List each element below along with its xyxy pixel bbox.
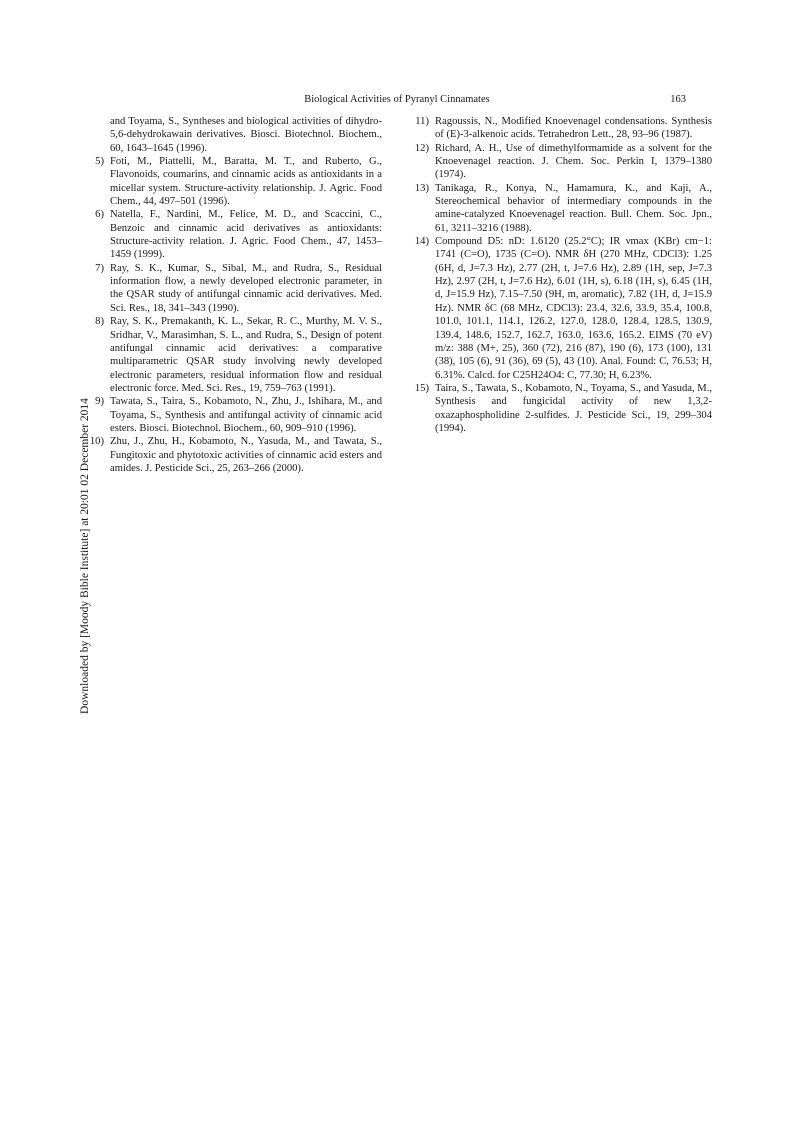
reference-number: 11) xyxy=(415,116,429,127)
reference-14 xyxy=(409,235,712,382)
reference-15 xyxy=(409,382,712,435)
reference-text: Tawata, S., Taira, S., Kobamoto, N., Zhu, J., Ishihara, M., and Toyama, S., Synthesis and antifungal activity of cinnamic acid esters. Biosci. Biotechnol. Biochem., 60, 909–910 (1996). xyxy=(110,396,382,434)
reference-text: Taira, S., Tawata, S., Kobamoto, N., Toyama, S., and Yasuda, M., Synthesis and fungicidal activity of new 1,3,2-oxazaphospholidine 2-sulfides. J. Pesticide Sci., 19, 299–304 (1994). xyxy=(435,382,712,434)
reference-number: 14) xyxy=(414,236,429,248)
reference-text: Richard, A. H., Use of dimethylformamide as a solvent for the Knoevenagel reaction. J. Chem. Soc. Perkin I, 1379–1380 (1974). xyxy=(435,142,712,181)
page-number: 163 xyxy=(670,94,686,105)
reference-10 xyxy=(84,435,382,475)
running-header xyxy=(108,94,686,108)
reference-text: Tanikaga, R., Konya, N., Hamamura, K., and Kaji, A., Stereochemical behavior of intermediary compounds in the amine-catalyzed Knoevenagel reaction. Bull. Chem. Soc. Jpn., 61, 3211–3216 (1988). xyxy=(435,182,712,234)
reference-6 xyxy=(84,208,382,261)
references-right-column xyxy=(409,115,712,435)
reference-number: 12) xyxy=(414,142,429,154)
reference-number: 15) xyxy=(414,382,429,394)
running-title: Biological Activities of Pyranyl Cinnamates xyxy=(304,94,490,105)
reference-11 xyxy=(409,115,712,142)
reference-number: 9) xyxy=(95,396,104,408)
reference-text: and Toyama, S., Syntheses and biological activities of dihydro-5,6-dehydrokawain derivatives. Biosci. Biotechnol. Biochem., 60, 1643–1645 (1996). xyxy=(110,116,382,154)
reference-number: 8) xyxy=(95,316,104,328)
reference-text: Foti, M., Piattelli, M., Baratta, M. T., and Ruberto, G., Flavonoids, coumarins, and cinnamic acids as antioxidants in a micellar system. Structure-activity relationship. J. Agric. Food Chem., 44, 497–501 (1996). xyxy=(110,156,382,208)
reference-number: 13) xyxy=(414,182,429,194)
reference-5 xyxy=(84,155,382,208)
reference-text: Compound D5: nD: 1.6120 (25.2°C); IR νmax (KBr) cm−1: 1741 (C=O), 1735 (C=O). NMR δH (270 MHz, CDCl3): 1.25 (6H, d, J=7.3 Hz), 2.77 (2H, t, J=7.6 Hz), 2.89 (1H, sep, J=7.3 Hz), 2.97 (2H, t, J=7.6 Hz), 6.01 (1H, s), 6.18 (1H, s), 6.45 (1H, d, J=15.9 Hz), 7.15–7.50 (9H, m, aromatic), 7.82 (1H, d, J=15.9 Hz). NMR δC (68 MHz, CDCl3): 23.4, 32.6, 33.9, 35.4, 100.8, 101.0, 101.1, 114.1, 126.2, 127.0, 128.0, 128.4, 128.5, 130.9, 139.4, 148.6, 152.7, 162.7, 163.0, 163.6, 165.2. EIMS (70 eV) m/z: 388 (M+, 25), 360 (72), 216 (87), 190 (6), 173 (100), 131 (38), 105 (6), 91 (36), 69 (5), 43 (10). Anal. Found: C, 76.53; H, 6.31%. Calcd. for C25H24O4: C, 77.30; H, 6.23%. xyxy=(435,236,712,381)
references-left-column xyxy=(84,115,382,475)
reference-9 xyxy=(84,395,382,435)
reference-8 xyxy=(84,315,382,395)
reference-7 xyxy=(84,262,382,315)
reference-number: 6) xyxy=(95,209,104,221)
reference-text: Ray, S. K., Kumar, S., Sibal, M., and Rudra, S., Residual information flow, a newly developed electronic parameter, in the QSAR study of antifungal cinnamic acid derivatives. Med. Sci. Res., 18, 341–343 (1990). xyxy=(110,262,382,314)
reference-number: 5) xyxy=(95,156,104,168)
reference-text: Zhu, J., Zhu, H., Kobamoto, N., Yasuda, M., and Tawata, S., Fungitoxic and phytotoxic activities of cinnamic acid esters and amides. J. Pesticide Sci., 25, 263–266 (2000). xyxy=(110,436,382,474)
download-watermark: Downloaded by [Moody Bible Institute] at 20:01 02 December 2014 xyxy=(79,398,91,714)
reference-text: Ray, S. K., Premakanth, K. L., Sekar, R. C., Murthy, M. V. S., Sridhar, V., Marasimhan, S. L., and Rudra, S., Design of potent antifungal cinnamic acid derivatives: a comparative multiparametric QSAR study involving newly developed electronic parameters, residual information flow and residual electronic force. Med. Sci. Res., 19, 759–763 (1991). xyxy=(110,316,382,394)
reference-text: Natella, F., Nardini, M., Felice, M. D., and Scaccini, C., Benzoic and cinnamic acid derivatives as antioxidants: Structure-activity relation. J. Agric. Food Chem., 47, 1453–1459 (1999). xyxy=(110,209,382,261)
reference-4-continued xyxy=(84,115,382,155)
reference-number: 10) xyxy=(89,436,104,448)
reference-number: 7) xyxy=(95,262,104,274)
reference-text: Ragoussis, N., Modified Knoevenagel condensations. Synthesis of (E)-3-alkenoic acids. Tetrahedron Lett., 28, 93–96 (1987). xyxy=(435,116,712,141)
reference-12 xyxy=(409,142,712,182)
reference-13 xyxy=(409,182,712,235)
